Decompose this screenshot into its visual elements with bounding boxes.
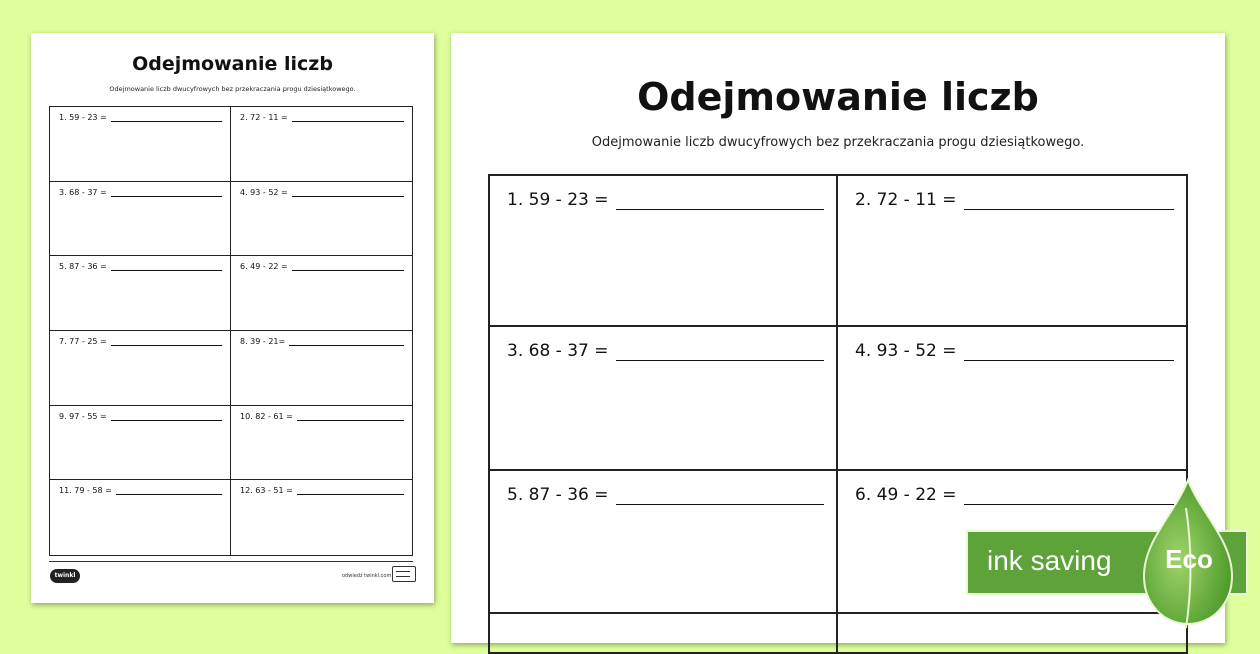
problem-cell xyxy=(231,480,412,555)
problem-text: 6. 49 - 22 = xyxy=(855,485,957,505)
twinkl-logo: twinkl xyxy=(50,569,80,583)
answer-line xyxy=(964,195,1174,210)
problem-text: 9. 97 - 55 = xyxy=(59,411,107,421)
problem-text: 2. 72 - 11 = xyxy=(855,190,957,210)
problem-text: 12. 63 - 51 = xyxy=(240,486,293,496)
problem-text: 1. 59 - 23 = xyxy=(59,113,107,122)
problem-cell xyxy=(231,182,412,257)
problem-text: 11. 79 - 58 = xyxy=(59,486,112,496)
problem-cell xyxy=(231,406,412,481)
problem-cell xyxy=(490,327,838,471)
problem-cell xyxy=(838,176,1186,327)
problem-cell xyxy=(50,406,231,481)
answer-line xyxy=(111,263,222,271)
page-subtitle: Odejmowanie liczb dwucyfrowych bez przekraczania progu dziesiątkowego. xyxy=(109,85,356,93)
eco-label: Eco xyxy=(1165,544,1213,574)
problem-cell xyxy=(50,480,231,555)
problem-text: 7. 77 - 25 = xyxy=(59,336,107,346)
page-title: Odejmowanie liczb xyxy=(637,75,1039,119)
problem-cell xyxy=(231,256,412,331)
problem-cell xyxy=(50,182,231,257)
problem-cell xyxy=(50,331,231,406)
answer-line xyxy=(292,189,404,197)
answer-line xyxy=(111,413,222,421)
problem-cell xyxy=(490,471,838,614)
problem-text: 2. 72 - 11 = xyxy=(240,113,288,122)
answer-line xyxy=(292,263,404,271)
problem-grid xyxy=(49,106,413,556)
ink-saving-label: ink saving xyxy=(987,545,1112,576)
answer-line xyxy=(616,346,824,361)
answer-line xyxy=(964,346,1174,361)
problem-text: 4. 93 - 52 = xyxy=(855,341,957,361)
problem-cell xyxy=(490,614,838,654)
problem-text: 10. 82 - 61 = xyxy=(240,411,293,421)
problem-cell xyxy=(838,614,1186,654)
problem-cell xyxy=(50,256,231,331)
answer-line xyxy=(616,195,824,210)
problem-cell xyxy=(838,327,1186,471)
problem-text: 4. 93 - 52 = xyxy=(240,187,288,197)
page-subtitle: Odejmowanie liczb dwucyfrowych bez przekraczania progu dziesiątkowego. xyxy=(591,135,1085,150)
answer-line xyxy=(292,114,404,122)
problem-text: 5. 87 - 36 = xyxy=(59,262,107,272)
problem-text: 1. 59 - 23 = xyxy=(507,190,609,210)
answer-line xyxy=(289,338,404,346)
problem-text: 3. 68 - 37 = xyxy=(59,187,107,197)
answer-line xyxy=(111,114,222,122)
answer-line xyxy=(116,487,222,495)
answer-line xyxy=(297,413,404,421)
problem-cell xyxy=(231,331,412,406)
answer-line xyxy=(616,490,824,505)
quality-badge-icon xyxy=(392,566,416,582)
worksheet-preview-small xyxy=(31,33,434,603)
answer-line xyxy=(297,487,404,495)
footer-divider xyxy=(49,561,413,562)
answer-line xyxy=(111,338,222,346)
footer-url: odwiedź twinkl.com xyxy=(342,573,392,579)
problem-text: 3. 68 - 37 = xyxy=(507,341,609,361)
problem-cell xyxy=(490,176,838,327)
problem-text: 8. 39 - 21= xyxy=(240,336,286,346)
page-title: Odejmowanie liczb xyxy=(132,53,333,75)
problem-cell xyxy=(50,107,231,182)
problem-text: 6. 49 - 22 = xyxy=(240,262,288,272)
answer-line xyxy=(111,189,222,197)
problem-cell xyxy=(231,107,412,182)
problem-text: 5. 87 - 36 = xyxy=(507,485,609,505)
